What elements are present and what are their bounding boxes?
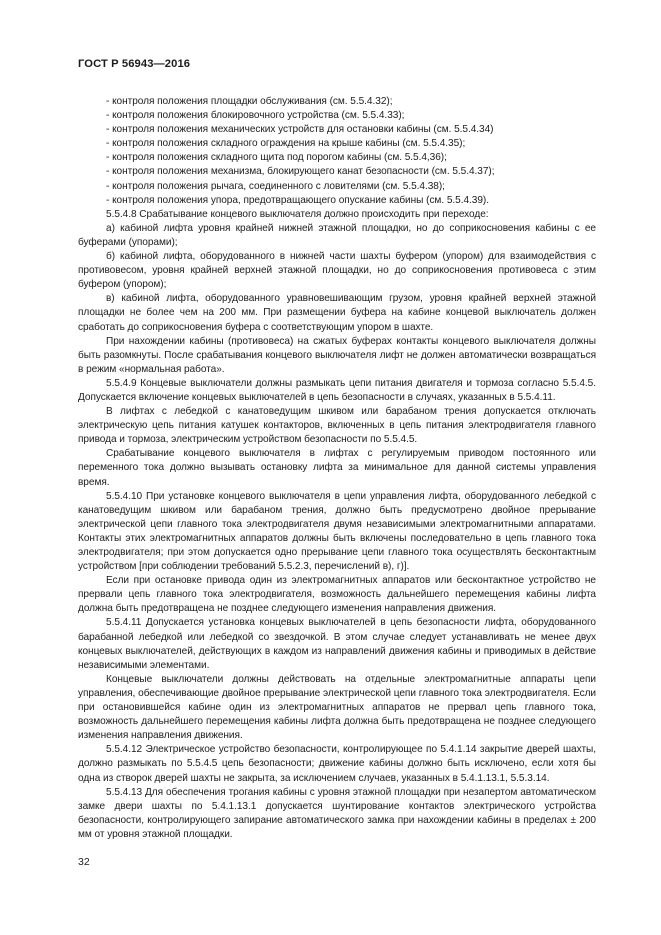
page-number: 32 [78,856,90,868]
document-header-title: ГОСТ Р 56943—2016 [78,58,191,70]
paragraph-5-5-4-9: 5.5.4.9 Концевые выключатели должны размыкать цепи питания двигателя и тормоза согласно 5.5.4.5. Допускается включение концевых выключателей в цепь безопасности в случаях, указанных в 5.5.4.11. [78,377,596,403]
list-item: - контроля положения механических устройств для остановки кабины (см. 5.5.4.34) [106,124,494,136]
paragraph: В лифтах с лебедкой с канатоведущим шкивом или барабаном трения допускается отключать электрическую цепь питания катушек контакторов, включенных в цепь питания электродвигателя главного привода и тормоза, электрическим устройством безопасности по 5.5.4.5. [78,406,596,446]
document-body [78,95,596,842]
paragraph-5-5-4-11: 5.5.4.11 Допускается установка концевых выключателей в цепь безопасности лифта, оборудованного барабанной лебедкой или лебедкой со звездочкой. В этом случае следует устанавливать не менее двух концевых выключателей, действующих в каждом из направлений движения кабины и приводимых в действие независимыми элементами. [78,617,596,671]
paragraph-item-a: а) кабиной лифта уровня крайней нижней этажной площадки, но до соприкосновения кабины с ее буферами (упорами); [78,222,596,248]
paragraph: Если при остановке привода один из электромагнитных аппаратов или бесконтактное устройство не прервали цепь главного тока электродвигателя, возможность дальнейшего перемещения кабины лифта должна быть предотвращена не позднее следующего изменения направления движения. [78,575,596,615]
list-item: - контроля положения площадки обслуживания (см. 5.5.4.32); [106,96,393,107]
paragraph: Срабатывание концевого выключателя в лифтах с регулируемым приводом постоянного или переменного тока должно вызывать остановку лифта за минимальное для данной системы управления время. [78,448,596,488]
paragraph-item-b: б) кабиной лифта, оборудованного в нижней части шахты буфером (упором) для взаимодействия с противовесом, уровня крайней верхней этажной площадки, но до соприкосновения противовеса с этим буфером (упором); [78,251,596,291]
paragraph-5-5-4-12: 5.5.4.12 Электрическое устройство безопасности, контролирующее по 5.4.1.14 закрытие дверей шахты, должно размыкать по 5.5.4.5 цепь безопасности; движение кабины должно быть исключено, если хотя бы одна из створок дверей шахты не закрыта, за исключением случаев, указанных в 5.4.1.13.1, 5.5.3.14. [78,744,596,784]
paragraph-5-5-4-8: 5.5.4.8 Срабатывание концевого выключателя должно происходить при переходе: [106,208,489,220]
paragraph-item-v: в) кабиной лифта, оборудованного уравновешивающим грузом, уровня крайней верхней этажной площадки не более чем на 200 мм. При размещении буфера на кабине концевой выключатель должен сработать до соприкосновения буфера с соответствующим упором в шахте. [78,293,596,333]
list-item: - контроля положения блокировочного устройства (см. 5.5.4.33); [106,110,405,122]
paragraph: Концевые выключатели должны действовать на отдельные электромагнитные аппараты цепи управления, обеспечивающие двойное прерывание электрической цепи главного тока электродвигателя. Если при остановившейся кабине один из электромагнитных аппаратов не прервал цепь главного тока, возможность дальнейшего перемещения кабины лифта должна быть предотвращена не позднее следующего изменения направления движения. [78,673,596,742]
list-item: - контроля положения рычага, соединенного с ловителями (см. 5.5.4.38); [106,180,445,192]
list-item: - контроля положения механизма, блокирующего канат безопасности (см. 5.5.4.37); [106,166,495,178]
list-item: - контроля положения складного щита под порогом кабины (см. 5.5.4,36); [106,152,447,164]
paragraph-5-5-4-13: 5.5.4.13 Для обеспечения трогания кабины с уровня этажной площадки при незапертом автоматическом замке двери шахты по 5.4.1.13.1 допускается шунтирование контактов электрического устройства безопасности, контролирующего запирание автоматического замка при нахождении кабины в пределах ± 200 мм от уровня этажной площадки. [78,786,596,840]
list-item: - контроля положения складного ограждения на крыше кабины (см. 5.5.4.35); [106,138,466,150]
paragraph: При нахождении кабины (противовеса) на сжатых буферах контакты концевого выключателя должны быть разомкнуты. После срабатывания концевого выключателя лифт не должен автоматически возвращаться в режим «нормальная работа». [78,335,596,375]
paragraph-5-5-4-10: 5.5.4.10 При установке концевого выключателя в цепи управления лифта, оборудованного лебедкой с канатоведущим шкивом или барабаном трения, должно быть предусмотрено двойное прерывание электрической цепи главного тока электродвигателя двумя независимыми электромагнитными аппаратами. Контакты этих электромагнитных аппаратов должны быть включены последовательно в цепь главного тока электродвигателя; при этом допускается одно прерывание цепи главного тока осуществлять бесконтактным устройством [при соблюдении требований 5.5.2.3, перечислений в), г)]. [78,490,596,573]
list-item: - контроля положения упора, предотвращающего опускание кабины (см. 5.5.4.39). [106,194,489,206]
